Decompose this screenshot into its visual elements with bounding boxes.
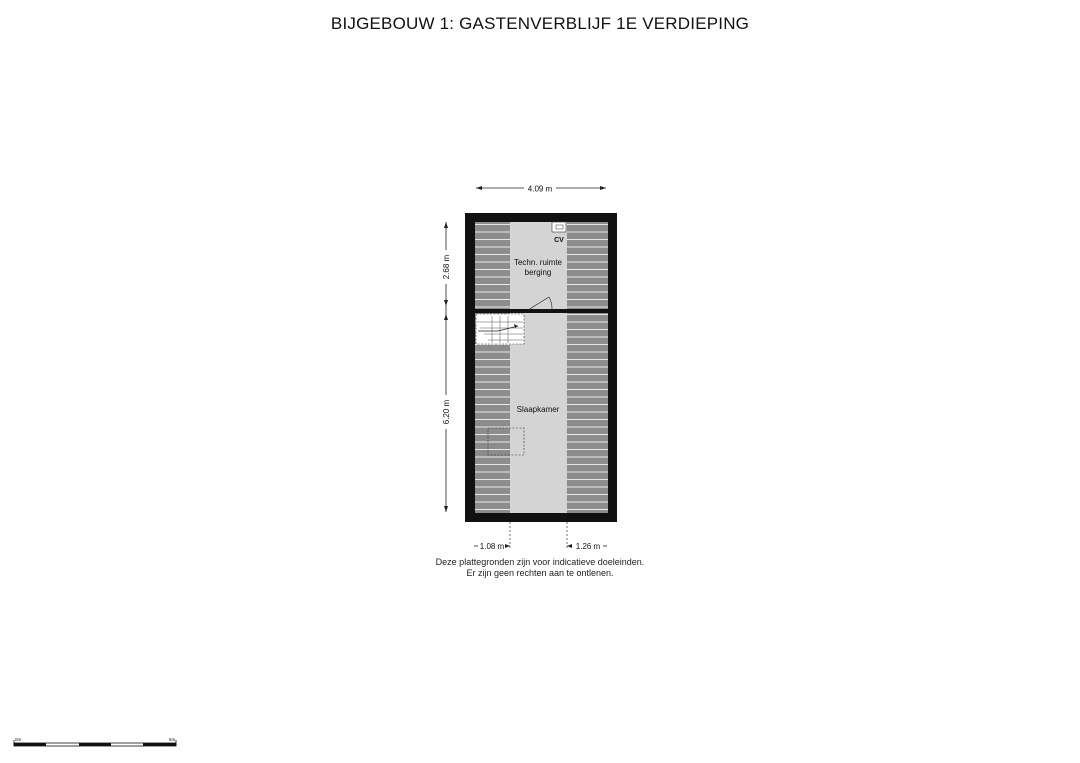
partition-wall-right [553, 309, 608, 313]
staircase [476, 314, 524, 344]
lower-room-name: Slaapkamer [516, 405, 560, 414]
upper-room-name-line1: Techn. ruimte [513, 258, 563, 267]
slope-upper-right [567, 222, 608, 309]
upper-room-name-line2: berging [524, 268, 552, 277]
dimension-width [476, 182, 606, 194]
slope-left-label: 1.08 m [479, 542, 505, 551]
partition-wall-left [475, 309, 522, 313]
dimension-upper-height-label: 2.68 m [442, 254, 451, 280]
scale-start-label: 0m [15, 737, 22, 742]
plan-title: BIJGEBOUW 1: GASTENVERBLIJF 1E VERDIEPING [330, 14, 750, 33]
slope-dimension-left [474, 522, 510, 551]
disclaimer-line2: Er zijn geen rechten aan te ontlenen. [466, 568, 614, 578]
scale-end-label: 5m [169, 737, 176, 742]
disclaimer [390, 557, 690, 579]
dimension-lower-height-label: 6.20 m [442, 399, 451, 425]
disclaimer-line1: Deze plattegronden zijn voor indicatieve doeleinden. [435, 557, 645, 567]
cv-label: CV [554, 237, 564, 244]
scale-bar [14, 737, 176, 746]
dimension-left [440, 222, 452, 512]
slope-right-label: 1.26 m [575, 542, 601, 551]
slope-upper-left [475, 222, 510, 309]
slope-lower-right [567, 313, 608, 513]
dimension-width-label: 4.09 m [527, 184, 553, 194]
slope-dimension-right [567, 522, 607, 551]
